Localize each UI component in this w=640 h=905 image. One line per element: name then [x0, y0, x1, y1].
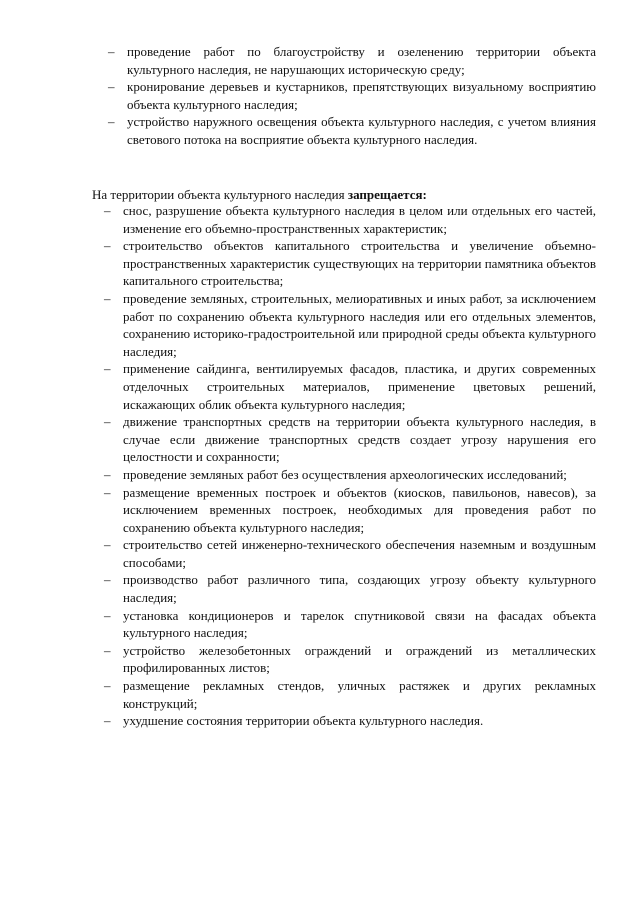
dash-bullet: – — [104, 572, 111, 588]
dash-bullet: – — [104, 203, 111, 218]
forbidden-actions-list — [104, 202, 596, 730]
permitted-works-list — [108, 43, 596, 149]
list-item-text: проведение земляных, строительных, мелиоративных и иных работ, за исключением работ по сохранению объекта культурного наследия или его отдельных элементов, сохранению историко-градостроительной или природной среды объекта культурного наследия; — [123, 290, 596, 359]
list-item-text: установка кондиционеров и тарелок спутниковой связи на фасадах объекта культурного наследия; — [123, 607, 596, 641]
list-item — [104, 712, 596, 730]
list-item — [104, 536, 596, 571]
dash-bullet: – — [104, 414, 111, 430]
list-item-text: устройство наружного освещения объекта культурного наследия, с учетом влияния светового потока на восприятие объекта культурного наследия. — [127, 114, 596, 147]
intro-text: На территории объекта культурного наследия — [92, 187, 348, 202]
list-item-text: кронирование деревьев и кустарников, препятствующих визуальному восприятию объекта культурного наследия; — [127, 79, 596, 112]
list-item — [104, 360, 596, 413]
dash-bullet: – — [108, 44, 115, 59]
dash-bullet: – — [104, 238, 111, 254]
list-item — [104, 290, 596, 360]
list-item — [104, 413, 596, 466]
intro-bold-text: запрещается: — [347, 187, 427, 202]
list-item-text: строительство сетей инженерно-технического обеспечения наземным и воздушным способами; — [123, 537, 596, 570]
list-item-text: ухудшение состояния территории объекта культурного наследия. — [123, 713, 484, 729]
dash-bullet: – — [104, 361, 111, 377]
dash-bullet: – — [104, 466, 111, 482]
list-item-text: размещение рекламных стендов, уличных растяжек и других рекламных конструкций; — [123, 678, 596, 711]
list-item — [104, 484, 596, 537]
list-item — [104, 571, 596, 606]
dash-bullet: – — [108, 79, 115, 95]
list-item-text: проведение работ по благоустройству и озеленению территории объекта культурного наследия, не нарушающих историческую среду; — [127, 44, 596, 77]
list-item-text: снос, разрушение объекта культурного наследия в целом или отдельных его частей, изменение его объемно-пространственных характеристик; — [123, 203, 596, 236]
list-item — [108, 113, 596, 148]
list-item — [108, 78, 596, 113]
list-item-text: движение транспортных средств на территории объекта культурного наследия, в случае если движение транспортных средств создает угрозу нарушения его целостности и сохранности; — [123, 414, 596, 465]
list-item-text: применение сайдинга, вентилируемых фасадов, пластика, и других современных отделочных строительных материалов, применение цветовых решений, искажающих облик объекта культурного наследия; — [123, 361, 596, 412]
dash-bullet: – — [104, 713, 111, 729]
dash-bullet: – — [104, 484, 111, 500]
list-item — [104, 466, 596, 484]
dash-bullet: – — [104, 290, 111, 306]
dash-bullet: – — [104, 642, 111, 658]
list-item-text: размещение временных построек и объектов (киосков, павильонов, навесов), за исключением временных построек, необходимых для проведения работ по сохранению объекта культурного наследия; — [123, 484, 596, 535]
list-item — [104, 202, 596, 237]
list-item-text: строительство объектов капитального строительства и увеличение объемно-пространственных характеристик существующих на территории памятника объектов капитального строительства; — [123, 238, 596, 289]
list-item-text: устройство железобетонных ограждений и ограждений из металлических профилированных листов; — [123, 642, 596, 676]
dash-bullet: – — [108, 114, 115, 130]
list-item — [108, 43, 596, 78]
prohibition-intro — [92, 186, 596, 204]
dash-bullet: – — [104, 537, 111, 553]
list-item-text: производство работ различного типа, создающих угрозу объекту культурного наследия; — [123, 572, 596, 606]
dash-bullet: – — [104, 607, 111, 623]
list-item — [104, 642, 596, 677]
list-item — [104, 607, 596, 642]
dash-bullet: – — [104, 678, 111, 694]
list-item-text: проведение земляных работ без осуществления археологических исследований; — [123, 466, 567, 482]
list-item — [104, 677, 596, 712]
list-item — [104, 237, 596, 290]
